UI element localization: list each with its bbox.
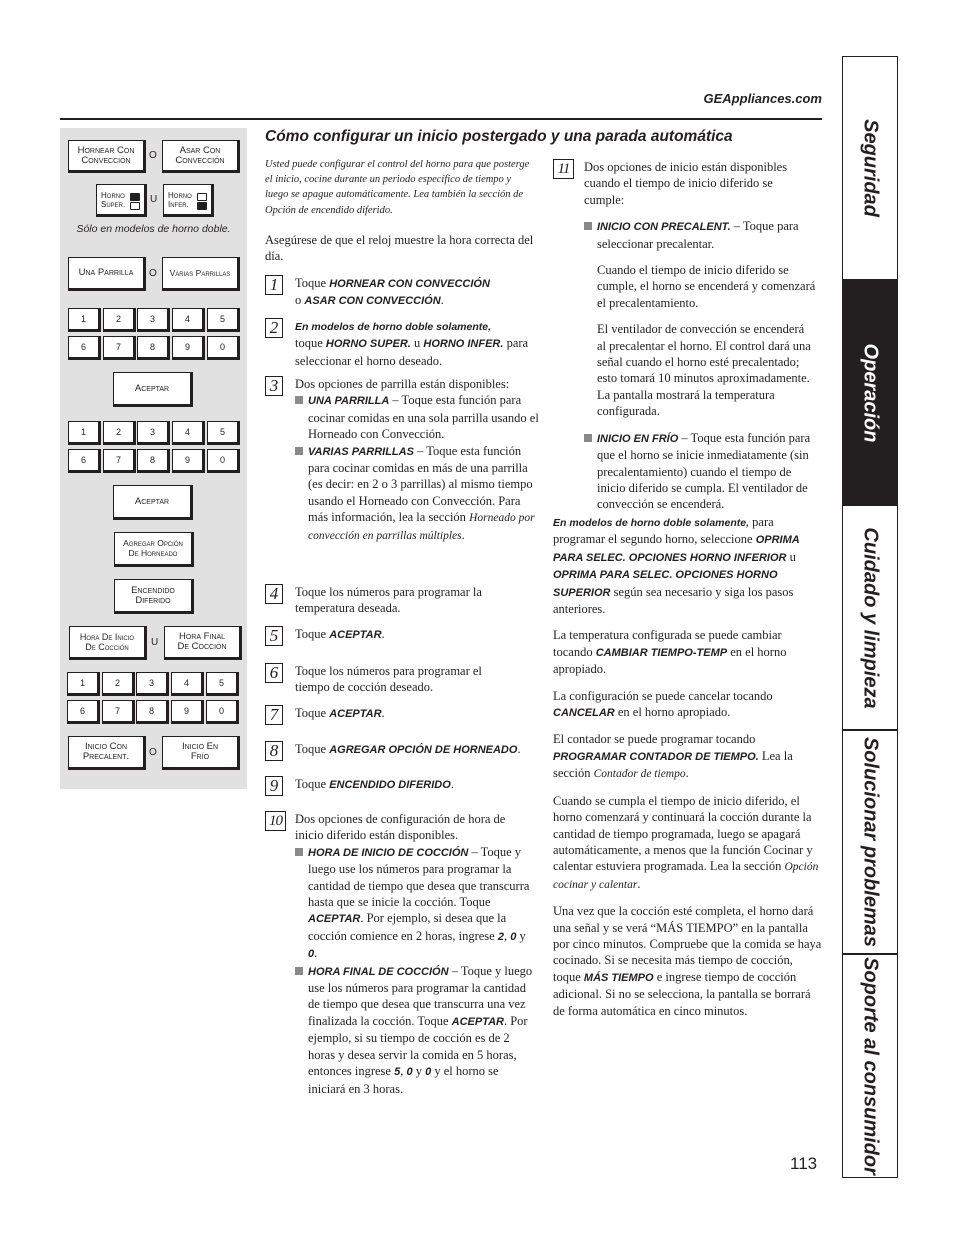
digit-key: 8 xyxy=(136,700,169,724)
note-lead: En modelos de horno doble solamente, xyxy=(553,517,750,529)
digit-ref: 0 xyxy=(425,1066,432,1079)
step-text: . xyxy=(381,706,385,720)
paragraph-text: en el horno apropiado. xyxy=(553,644,787,677)
option-inicio-precalent xyxy=(584,218,816,252)
lower-oven-icon xyxy=(197,202,207,210)
step-body xyxy=(295,626,540,643)
horno-infer-key xyxy=(163,184,214,217)
step-10 xyxy=(265,811,540,1097)
paragraph-text: en el horno apropiado. xyxy=(614,705,731,720)
key-name: INICIO CON PRECALENT. xyxy=(597,221,731,234)
key-label: Asar Con xyxy=(179,144,221,156)
key-label: Hornear Con xyxy=(77,144,135,156)
paragraph-text: . xyxy=(637,876,641,891)
change-temp-paragraph xyxy=(553,627,823,677)
step-text: Toque xyxy=(295,627,330,641)
step-1 xyxy=(265,275,540,310)
step-9 xyxy=(265,776,540,793)
digit-key: 1 xyxy=(68,421,101,445)
site-url: GEAppliances.com xyxy=(703,91,822,106)
key-name: VARIAS PARRILLAS xyxy=(308,445,414,458)
step-8 xyxy=(265,741,540,758)
key-name: OPRIMA PARA SELEC. OPCIONES HORNO SUPERIOR xyxy=(553,569,778,599)
paragraph-text: u xyxy=(786,549,796,564)
step-body xyxy=(295,275,540,310)
key-name: ACEPTAR xyxy=(308,913,361,926)
step-text: . xyxy=(440,293,444,308)
digit-key: 2 xyxy=(103,421,136,445)
step-body: Toque los números para programar la temperatura deseada. xyxy=(295,585,482,616)
digit-key: 2 xyxy=(103,308,136,332)
step-number: 5 xyxy=(265,626,283,646)
agregar-opcion-key xyxy=(114,532,194,567)
key-name: OPRIMA PARA SELEC. OPCIONES HORNO INFERIOR xyxy=(553,534,800,564)
digit-key: 3 xyxy=(137,308,170,332)
step-text: , xyxy=(503,928,511,943)
digit-key: 4 xyxy=(172,308,205,332)
step-text: . xyxy=(450,777,454,791)
key-name: HORA DE INICIO DE COCCIÓN xyxy=(308,846,469,859)
key-label: Varias Parrillas xyxy=(169,268,231,278)
step-text: . Por ejemplo, si su tiempo de cocción es de 2 horas y desea servir la comida en 5 horas, entonces ingrese xyxy=(308,1013,528,1079)
step-text: . Por ejemplo, si desea que la cocción comience en 2 horas, ingrese xyxy=(308,911,507,943)
tab-soporte-consumidor[interactable] xyxy=(842,954,898,1178)
key-name: ASAR CON CONVECCIÓN xyxy=(304,295,441,308)
clock-note: Asegúrese de que el reloj muestre la hora correcta del día. xyxy=(265,233,534,264)
digit-ref: 0 xyxy=(510,930,517,943)
double-oven-note: Sólo en modelos de horno doble. xyxy=(76,223,231,235)
step-text: – Toque esta función para cocinar comidas en más de una parrilla (es decir: en 2 o 3 parrillas) al mismo tiempo usando el Horneado con Convección. Para más información, lea la sección xyxy=(308,443,533,525)
step-body xyxy=(295,811,535,1097)
step-number: 4 xyxy=(265,584,283,604)
connector-o: O xyxy=(149,150,157,161)
step-text: El ventilador de convección se encenderá al precalentar el horno. El control dará una señal cuando el horno esté precalentado; esto tomará 10 minutos aproximadamente. La pantalla mostrará la temperatura configurada. xyxy=(597,322,811,419)
paragraph-text: según sea necesario y siga los pasos anteriores. xyxy=(553,584,794,617)
digit-key: 6 xyxy=(67,700,100,724)
step-body xyxy=(295,741,540,758)
step-text: Toque xyxy=(295,706,330,720)
digit-key: 4 xyxy=(172,421,205,445)
key-label: Encendido xyxy=(131,584,175,596)
digit-key: 3 xyxy=(136,672,169,696)
key-label: Horno xyxy=(168,190,192,200)
key-name: ENCENDIDO DIFERIDO xyxy=(329,779,451,791)
key-label: Diferido xyxy=(135,594,171,606)
digit-key: 9 xyxy=(171,700,204,724)
step-4 xyxy=(265,584,540,617)
paragraph-text: para programar el segundo horno, seleccione xyxy=(553,515,774,547)
step-number: 9 xyxy=(265,776,283,796)
step-text: y xyxy=(412,1064,426,1079)
step-text: y xyxy=(516,928,526,943)
step-number: 3 xyxy=(265,376,283,396)
digit-key: 1 xyxy=(68,308,101,332)
header-rule xyxy=(60,118,822,120)
step-number: 10 xyxy=(265,811,286,831)
horno-super-key xyxy=(96,184,147,217)
step-body: Toque los números para programar el tiempo de cocción deseado. xyxy=(295,664,482,695)
lower-oven-icon xyxy=(130,202,140,210)
right-column-notes xyxy=(553,514,823,1029)
digit-key: 7 xyxy=(103,336,136,360)
connector-u: U xyxy=(150,194,158,205)
connector-o: O xyxy=(149,268,157,279)
page-title: Cómo configurar un inicio postergado y una parada automática xyxy=(265,128,733,145)
key-name: AGREGAR OPCIÓN DE HORNEADO xyxy=(329,744,518,756)
key-name: ACEPTAR xyxy=(329,708,382,720)
key-label: Inicio En xyxy=(181,741,219,752)
digit-key: 8 xyxy=(137,336,170,360)
digit-ref: 2 xyxy=(497,930,504,943)
step-text: Toque xyxy=(295,777,330,791)
option-una-parrilla xyxy=(295,392,540,442)
step-text: . xyxy=(461,527,465,542)
delay-complete-paragraph xyxy=(553,793,823,893)
hornear-conveccion-key xyxy=(68,140,146,173)
cancel-paragraph xyxy=(553,688,823,722)
step-number: 2 xyxy=(265,318,283,338)
digit-ref: 5 xyxy=(394,1066,401,1079)
aceptar-key: Aceptar xyxy=(113,372,193,407)
note-lead: En modelos de horno doble solamente, xyxy=(295,321,492,333)
step-number: 7 xyxy=(265,705,283,725)
step-number: 8 xyxy=(265,741,283,761)
paragraph-text: e ingrese tiempo de cocción adicional. Si no se selecciona, la pantalla se borrará de forma automática en cinco minutos. xyxy=(553,969,811,1018)
digit-key: 6 xyxy=(68,449,101,473)
key-label: Convección xyxy=(81,154,131,166)
step-text: para seleccionar el horno deseado. xyxy=(295,336,529,368)
digit-key: 0 xyxy=(207,449,240,473)
digit-key: 7 xyxy=(103,449,136,473)
digit-key: 9 xyxy=(172,336,205,360)
step-text: toque xyxy=(295,336,326,351)
key-name: HORNEAR CON CONVECCIÓN xyxy=(329,278,490,290)
step-text: . xyxy=(314,946,318,961)
step-text: . xyxy=(381,627,385,641)
key-name: HORA FINAL DE COCCIÓN xyxy=(308,965,449,978)
tab-seguridad[interactable] xyxy=(842,56,898,280)
key-label: Una Parrilla xyxy=(78,267,134,278)
key-label: Hora De Inicio xyxy=(79,632,135,642)
key-label: Super. xyxy=(101,199,126,209)
digit-key: 4 xyxy=(171,672,204,696)
step-2 xyxy=(265,318,540,369)
step-text: – Toque y luego use los números para programar la cantidad de tiempo que desea que transcurra hasta que se inicie la cocción. Toque xyxy=(308,844,530,910)
step-5 xyxy=(265,626,540,643)
tab-label: Soporte al consumidor xyxy=(859,957,882,1175)
key-name: CAMBIAR TIEMPO-TEMP xyxy=(595,646,728,659)
step-text: Dos opciones de inicio están disponibles cuando el tiempo de inicio diferido se cumple: xyxy=(584,160,788,207)
paragraph-text: . xyxy=(685,766,689,781)
key-name: ACEPTAR xyxy=(451,1015,504,1028)
key-name: PROGRAMAR CONTADOR DE TIEMPO. xyxy=(553,750,759,763)
option-hora-final xyxy=(295,963,535,1097)
section-reference: Horneado por convección en parrillas múltiples xyxy=(308,512,535,542)
paragraph-text: La configuración se puede cancelar tocando xyxy=(553,688,773,703)
step-number: 1 xyxy=(265,275,283,295)
step-text: – Toque y luego use los números para programar la cantidad de tiempo que desea que transcurra una vez finalizada la cocción. Toque xyxy=(308,963,533,1028)
paragraph-text: Lea la sección xyxy=(553,748,793,781)
key-label: Precalent. xyxy=(82,751,130,762)
upper-oven-icon xyxy=(130,193,140,201)
encendido-diferido-key xyxy=(114,579,194,614)
key-label: De Horneado xyxy=(128,547,178,558)
digit-key: 5 xyxy=(207,308,240,332)
upper-oven-icon xyxy=(197,193,207,201)
digit-ref: 0 xyxy=(406,1066,413,1079)
tab-label: Operación xyxy=(859,343,882,442)
key-label: Frío xyxy=(190,751,210,762)
paragraph-text: Cuando se cumpla el tiempo de inicio diferido, el horno comenzará y continuará la cocción durante la cantidad de tiempo programada, luego se apagará automáticamente, a menos que la función Cocinar y calentar estuviera programada. Lea la sección xyxy=(553,793,813,874)
page-number: 113 xyxy=(790,1154,818,1173)
key-label: Convección xyxy=(175,154,225,166)
digit-key: 7 xyxy=(102,700,135,724)
digit-key: 3 xyxy=(137,421,170,445)
key-name: ACEPTAR xyxy=(329,629,382,641)
key-name: MÁS TIEMPO xyxy=(583,971,654,984)
step-text: – Toque esta función para cocinar comidas en una sola parrilla usando el Horneado con Convección. xyxy=(308,393,539,442)
varias-parrillas-key xyxy=(162,257,240,291)
option-inicio-frio xyxy=(584,430,816,513)
tab-label: Solucionar problemas xyxy=(859,736,882,948)
intro-text: Usted puede configurar el control del horno para que posterge el inicio, cocine durante un periodo específico de tiempo y luego se apague automáticamente. Lea también la sección de Opción de encendido diferido. xyxy=(265,159,530,216)
step-7 xyxy=(265,705,540,722)
digit-key: 9 xyxy=(172,449,205,473)
connector-u: U xyxy=(151,637,159,648)
step-text: u xyxy=(410,336,424,351)
section-reference: Opción cocinar y calentar xyxy=(553,861,819,891)
step-number: 11 xyxy=(553,159,574,179)
option-varias-parrillas xyxy=(295,443,540,544)
step-11 xyxy=(553,159,828,523)
step-text: Dos opciones de parrilla están disponibles: xyxy=(295,377,510,391)
tab-operacion[interactable] xyxy=(842,280,898,505)
step-body xyxy=(295,705,540,722)
inicio-precalent-key xyxy=(68,736,146,770)
tab-solucionar-problemas[interactable] xyxy=(842,730,898,954)
key-name: HORNO INFER. xyxy=(423,338,504,351)
step-text: Toque xyxy=(295,276,330,290)
timer-paragraph xyxy=(553,731,823,782)
tab-label: Cuidado y limpieza xyxy=(859,526,882,709)
paragraph-text: Una vez que la cocción esté completa, el horno dará una señal y se verá “MÁS TIEMPO” en la pantalla por cinco minutos. Compruebe que la comida se haya cocinado. Si se necesita más tiempo de cocción, toque xyxy=(553,904,822,984)
hora-final-key xyxy=(164,626,242,660)
step-3 xyxy=(265,376,540,544)
step-body xyxy=(295,376,540,544)
inicio-frio-key xyxy=(162,736,240,770)
key-label: De Cocción xyxy=(85,642,129,652)
step-text: Cuando el tiempo de inicio diferido se cumple, el horno se encenderá y comenzará el precalentamiento. xyxy=(597,263,816,310)
step-body xyxy=(584,159,816,513)
key-label: De Cocción xyxy=(177,641,227,652)
aceptar-key: Aceptar xyxy=(113,485,193,520)
key-label: Hora Final xyxy=(178,631,226,642)
step-text: . xyxy=(517,742,521,756)
digit-key: 5 xyxy=(206,672,239,696)
tab-cuidado-limpieza[interactable] xyxy=(842,505,898,730)
step-text: y el horno se iniciará en 3 horas. xyxy=(308,1064,499,1096)
tab-label: Seguridad xyxy=(859,119,882,217)
section-reference: Contador de tiempo xyxy=(593,768,686,781)
hora-inicio-key xyxy=(69,626,147,660)
step-text: Toque xyxy=(295,742,330,756)
step-text: Dos opciones de configuración de hora de inicio diferido están disponibles. xyxy=(295,812,506,843)
key-label: Inicio Con xyxy=(84,741,128,752)
digit-key: 5 xyxy=(207,421,240,445)
digit-key: 0 xyxy=(207,336,240,360)
step-number: 6 xyxy=(265,663,283,683)
paragraph-text: El contador se puede programar tocando xyxy=(553,732,756,747)
step-6 xyxy=(265,663,540,696)
step-body xyxy=(295,318,540,369)
key-name: CANCELAR xyxy=(553,707,615,720)
more-time-paragraph xyxy=(553,903,823,1019)
key-name: UNA PARRILLA xyxy=(308,395,390,408)
step-text: – Toque esta función para que el horno se inicie inmediatamente (sin precalentamiento) cuando el tiempo de inicio diferido se cumpla. El ventilador de convección se encenderá. xyxy=(597,430,811,512)
step-text: o xyxy=(295,293,305,308)
key-label: Agregar Opción xyxy=(123,538,183,548)
digit-key: 0 xyxy=(206,700,239,724)
paragraph-text: La temperatura configurada se puede cambiar tocando xyxy=(553,628,782,659)
step-text: , xyxy=(400,1064,407,1079)
digit-key: 1 xyxy=(67,672,100,696)
digit-key: 6 xyxy=(68,336,101,360)
digit-key: 2 xyxy=(102,672,135,696)
option-hora-inicio xyxy=(295,844,535,963)
digit-ref: 0 xyxy=(308,948,315,961)
una-parrilla-key xyxy=(68,257,146,291)
step-body xyxy=(295,776,540,793)
key-name: HORNO SUPER. xyxy=(325,338,411,351)
connector-o: O xyxy=(149,747,157,758)
key-label: Horno xyxy=(101,190,125,200)
digit-key: 8 xyxy=(137,449,170,473)
double-oven-paragraph xyxy=(553,514,823,617)
key-label: Infer. xyxy=(168,199,189,209)
step-text: – Toque para seleccionar precalentar. xyxy=(597,219,799,251)
asar-conveccion-key xyxy=(162,140,240,173)
key-name: INICIO EN FRÍO xyxy=(597,432,679,445)
